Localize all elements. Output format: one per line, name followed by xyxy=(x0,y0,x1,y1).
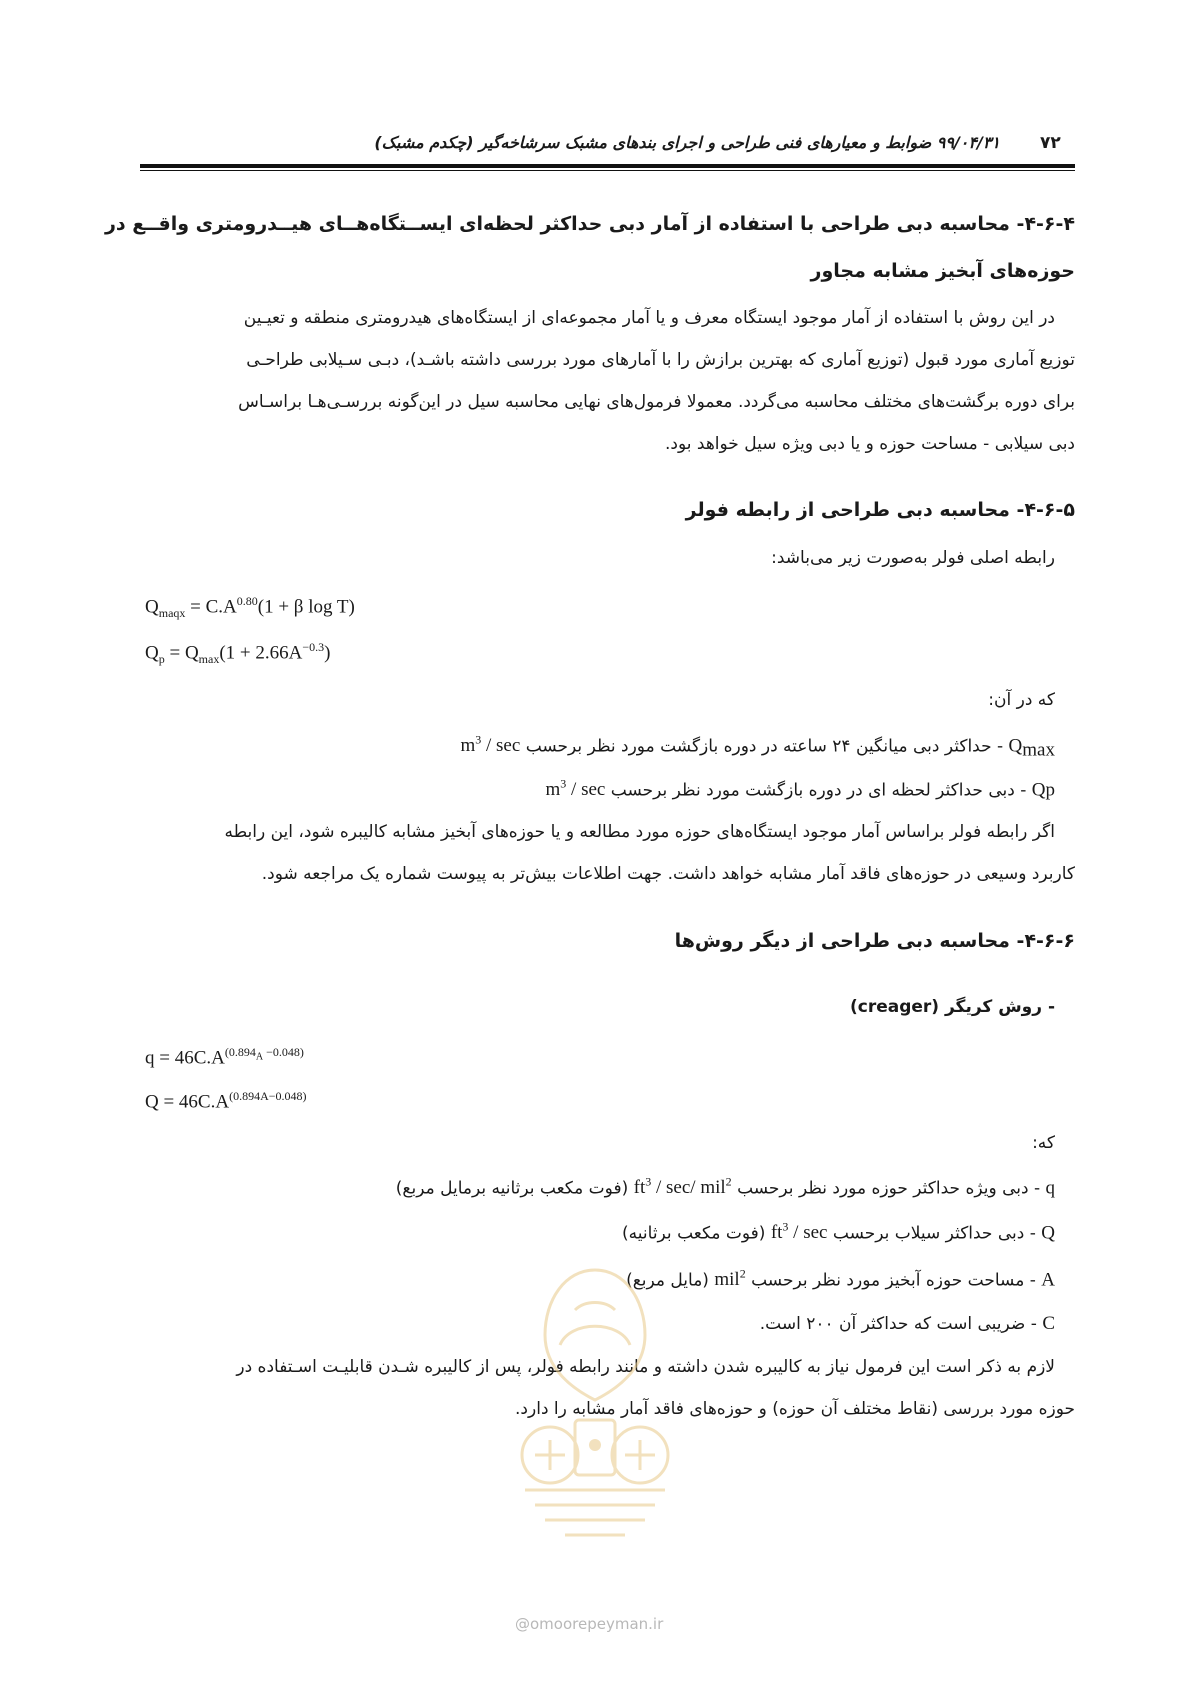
definition-q-flood: Q - دبی حداکثر سیلاب برحسب $ft^3$ / sec (فوت مکعب برثانیه) xyxy=(622,1220,1055,1244)
paragraph-line: دبی سیلابی - مساحت حوزه و یا دبی ویژه سیل خواهد بود. xyxy=(665,434,1075,454)
page-number: ۷۲ xyxy=(1040,133,1061,153)
paragraph-line: اگر رابطه فولر براساس آمار موجود ایستگاه‌های حوزه مورد مطالعه و یا حوزه‌های آبخیز مشابه کالیبره شود، این رابطه xyxy=(224,822,1055,842)
header-rule xyxy=(140,164,1075,168)
where-label: که: xyxy=(1032,1133,1055,1153)
watermark-url: @omoorepeyman.ir xyxy=(515,1615,664,1633)
paragraph-line: لازم به ذکر است این فرمول نیاز به کالیبره شدن داشته و مانند رابطه فولر، پس از کالیبره شـدن قابلیـت اسـتفاده در xyxy=(236,1357,1055,1377)
paragraph-line: توزیع آماری مورد قبول (توزیع آماری که بهترین برازش را با آمارهای مورد بررسی داشته باشـد)، دبـی سـیلابی طراحـی xyxy=(246,350,1075,370)
creager-formula-2: $Q = 46C.A^{(0.894A-0.048)}$ xyxy=(145,1089,307,1113)
section-heading-4-6-4-cont: حوزه‌های آبخیز مشابه مجاور xyxy=(810,260,1075,282)
running-head: ۹۹/۰۴/۳۱ ضوابط و معیارهای فنی طراحی و اجرای بندهای مشبک سرشاخه‌گیر (چکدم مشبک) xyxy=(374,133,1000,152)
definition-area: A - مساحت حوزه آبخیز مورد نظر برحسب mil$^2$ (مایل مربع) xyxy=(626,1267,1055,1291)
section-heading-4-6-6: ۴-۶-۶- محاسبه دبی طراحی از دیگر روش‌ها xyxy=(674,930,1075,952)
creager-method-title: - روش کریگر (creager) xyxy=(849,997,1055,1017)
paragraph-line: کاربرد وسیعی در حوزه‌های فاقد آمار مشابه خواهد داشت. جهت اطلاعات بیش‌تر به پیوست شماره یک مراجعه شود. xyxy=(261,864,1075,884)
definition-qp: Qp - دبی حداکثر لحظه ای در دوره بازگشت مورد نظر برحسب $m^3$ / sec xyxy=(545,777,1055,801)
paragraph-line: برای دوره برگشت‌های مختلف محاسبه می‌گردد. معمولا فرمول‌های نهایی محاسبه سیل در این‌گونه بررسـی‌هـا براسـاس xyxy=(238,392,1075,412)
definition-c: C - ضریبی است که حداکثر آن ۲۰۰ است. xyxy=(759,1313,1055,1334)
definition-qmax: $Q_{max}$ - حداکثر دبی میانگین ۲۴ ساعته در دوره بازگشت مورد نظر برحسب $m^3$ / sec xyxy=(460,733,1055,761)
formula-intro: رابطه اصلی فولر به‌صورت زیر می‌باشد: xyxy=(771,548,1055,568)
section-heading-4-6-5: ۴-۶-۵- محاسبه دبی طراحی از رابطه فولر xyxy=(685,499,1075,521)
fuller-formula-2: $Q_p = Q_{max}(1 + 2.66A^{-0.3})$ xyxy=(145,640,331,667)
paragraph-line: در این روش با استفاده از آمار موجود ایستگاه معرف و یا آمار مجموعه‌ای از ایستگاه‌های هیدرومتری منطقه و تعیـین xyxy=(243,308,1055,328)
section-heading-4-6-4: ۴-۶-۴- محاسبه دبی طراحی با استفاده از آمار دبی حداکثر لحظه‌ای ایســتگاه‌هــای هیــدرومتری واقــع در xyxy=(104,213,1075,235)
fuller-formula-1: $Q_{maqx} = C.A^{0.80}(1 + \beta$ log T) xyxy=(145,594,355,621)
paragraph-line: حوزه مورد بررسی (نقاط مختلف آن حوزه) و حوزه‌های فاقد آمار مشابه را دارد. xyxy=(515,1399,1075,1419)
definition-q-specific: q - دبی ویژه حداکثر حوزه مورد نظر برحسب $ft^3 / \sec/$ mil$^2$ (فوت مکعب برثانیه برمایل مربع) xyxy=(395,1175,1055,1199)
creager-formula-1: $q = 46C.A^{(0.894_A -0.048)}$ xyxy=(145,1045,304,1069)
where-label: که در آن: xyxy=(988,690,1055,710)
header-rule-thin xyxy=(140,170,1075,171)
watermark-logo xyxy=(505,1250,685,1560)
